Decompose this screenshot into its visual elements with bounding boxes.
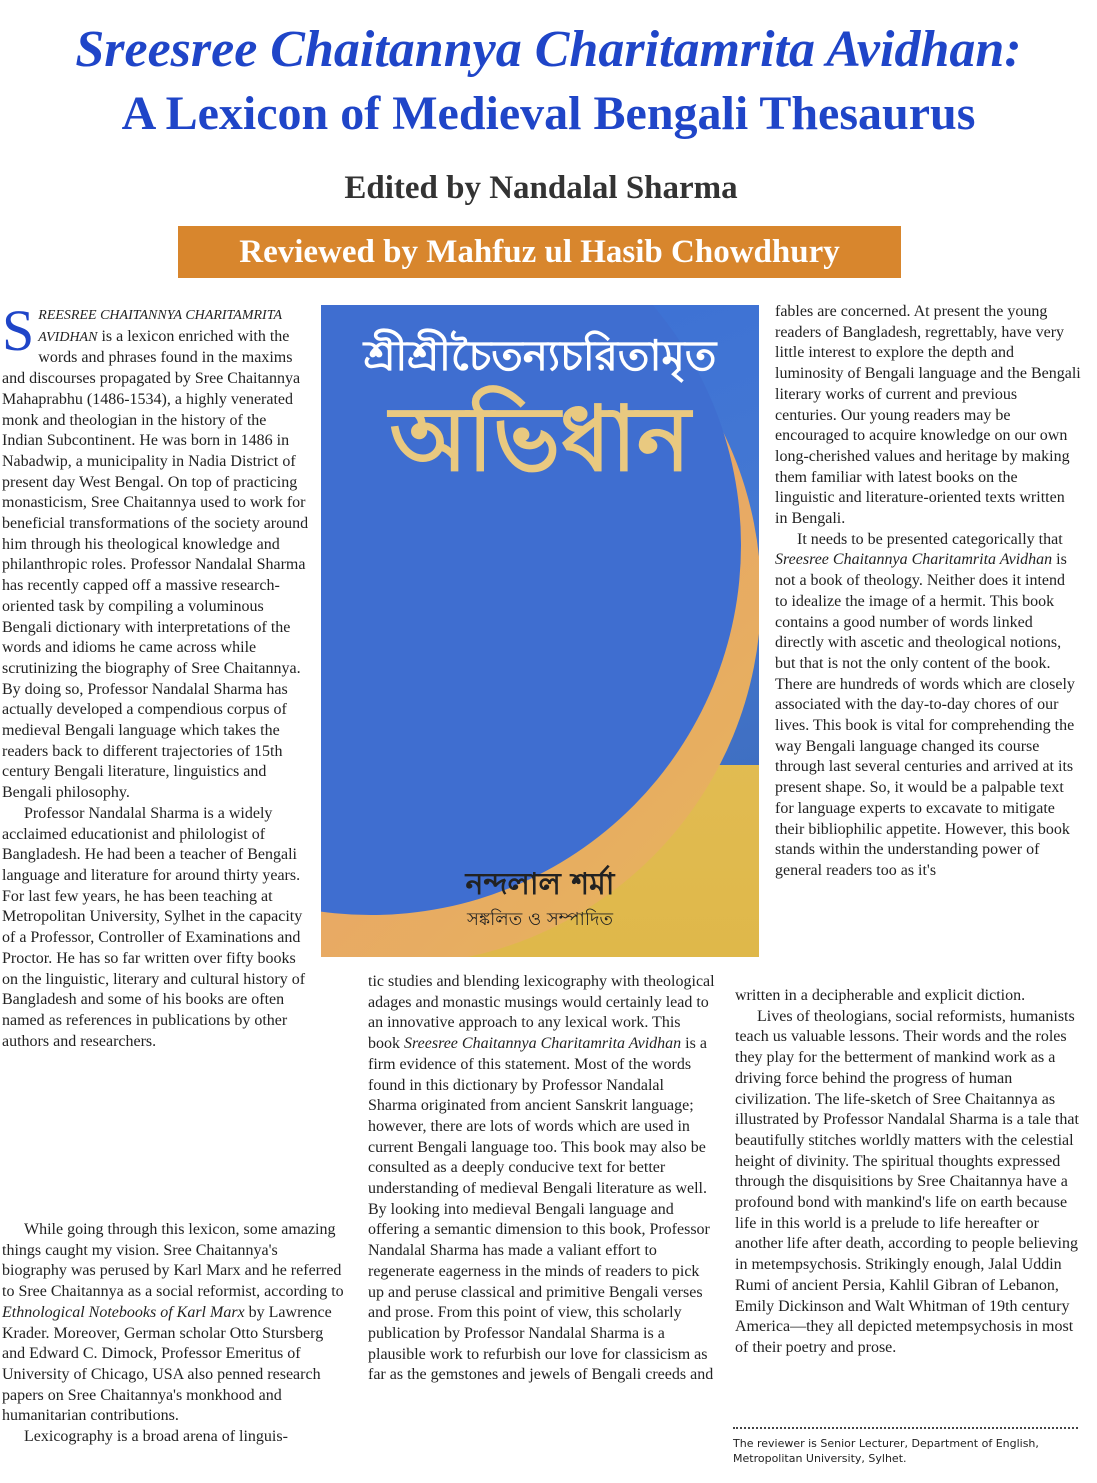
paragraph: Lives of theologians, social reformists, humanists teach us valuable lessons. Their words and the roles they play for the betterment of mankind work as a driving force behind the progress of human civilization. The life-sketch of Sree Chaitannya as illustrated by Professor Nandalal Sharma is a tale that beautifully stitches worldly matters with the celestial height of divinity. The spiritual thoughts expressed through the disquisitions by Sree Chaitannya have a profound bond with mankind's life on earth because life in this world is a prelude to life hereafter or another life after death, according to people believing in metempsychosis. Strikingly enough, Jalal Uddin Rumi of ancient Persia, Kahlil Gibran of Lebanon, Emily Dickinson and Walt Whitman of 19th century America—they all depicted metempsychosis in most of their poetry and prose. xyxy=(735,1007,1079,1356)
reviewer-note: The reviewer is Senior Lecturer, Department of English, Metropolitan University, Sylhet. xyxy=(733,1437,1039,1465)
cited-title: Ethnological Notebooks of Karl Marx xyxy=(2,1303,245,1321)
paragraph-text: is not a book of theology. Neither does it intend to idealize the image of a hermit. This book contains a good number of words linked directly with ascetic and theological notions, but that is not the only content of the book. There are hundreds of words which are closely associated with the day-to-day chores of our lives. This book is vital for comprehending the way Bengali language changed its course through last several centuries and arrived at its present shape. So, it would be a palpable text for language experts to excavate to mitigate their bibliophilic appetite. However, this book stands within the understanding power of general readers too as it's xyxy=(775,551,1075,879)
footer-divider xyxy=(733,1427,1078,1429)
column-1-lower xyxy=(2,1220,344,1448)
article-title-line2: A Lexicon of Medieval Bengali Thesaurus xyxy=(121,87,976,140)
cover-subtitle: সঙ্কলিত ও সম্পাদিত xyxy=(467,909,613,930)
cover-author: নন্দলাল শর্মা xyxy=(465,867,615,902)
paragraph-text: is a firm evidence of this statement. Most of the words found in this dictionary by Professor Nandalal Sharma originated from ancient Sanskrit language; however, there are lots of words which are used in current Bengali language too. This book may also be consulted as a deeply conducive text for better understanding of medieval Bengali literature as well. By looking into medieval Bengali language and offering a semantic dimension to this book, Professor Nandalal Sharma has made a valiant effort to regenerate eagerness in the minds of readers to pick up and peruse classical and primitive Bengali verses and prose. From this point of view, this scholarly publication by Professor Nandalal Sharma is a plausible work to refurbish our love for classicism as far as the gemstones and jewels of Bengali creeds and xyxy=(368,1035,714,1384)
reviewer-banner: Reviewed by Mahfuz ul Hasib Chowdhury xyxy=(178,226,901,278)
drop-cap: S xyxy=(2,298,35,363)
book-cover-image xyxy=(321,305,759,957)
paragraph xyxy=(775,530,1081,882)
column-3 xyxy=(775,302,1081,882)
paragraph-text: While going through this lexicon, some amazing things caught my vision. Sree Chaitannya's biography was perused by Karl Marx and he referred to Sree Chaitannya as a social reformist, according to xyxy=(2,1221,344,1301)
cover-main-title: অভিধান xyxy=(389,387,691,492)
column-1 xyxy=(2,298,310,1052)
paragraph: written in a decipherable and explicit diction. xyxy=(735,987,1026,1004)
paragraph xyxy=(368,972,716,1386)
editor-line: Edited by Nandalal Sharma xyxy=(344,170,738,206)
paragraph: fables are concerned. At present the young readers of Bangladesh, regrettably, have very little interest to explore the depth and luminosity of Bengali language and the Bengali literary works of current and previous centuries. Our young readers may be encouraged to acquire knowledge on our own long-cherished values and heritage by making them familiar with latest books on the linguistic and literature-oriented texts written in Bengali. xyxy=(775,303,1081,528)
paragraph-text: It needs to be presented categorically that xyxy=(797,530,1063,548)
book-title-italic: Sreesree Chaitannya Charitamrita Avidhan xyxy=(404,1035,682,1053)
column-2 xyxy=(368,972,716,1386)
paragraph-text: is a lexicon enriched with the words and phrases found in the maxims and discourses propagated by Sree Chaitannya Mahaprabhu (1486-1534), a highly venerated monk and theologian in the history of the Indian Subcontinent. He was born in 1486 in Nabadwip, a municipality in Nadia District of present day West Bengal. On top of practicing monasticism, Sree Chaitannya used to work for beneficial transformations of the society around him through his theological knowledge and philanthropic roles. Professor Nandalal Sharma has recently capped off a massive research-oriented task by compiling a voluminous Bengali dictionary with interpretations of the words and idioms he came across while scrutinizing the biography of Sree Chaitannya. By doing so, Professor Nandalal Sharma has actually developed a compendious corpus of medieval Bengali language which takes the readers back to different trajectories of 15th century Bengali literature, linguistics and Bengali philosophy. xyxy=(2,327,309,802)
paragraph: Professor Nandalal Sharma is a widely acclaimed educationist and philologist of Bangladesh. He had been a teacher of Bengali language and literature for around thirty years. For last few years, he has been teaching at Metropolitan University, Sylhet in the capacity of a Professor, Controller of Examinations and Proctor. He has so far written over fifty books on the linguistic, literary and cultural history of Bangladesh and some of his books are often named as references in publications by other authors and researchers. xyxy=(2,804,306,1050)
paragraph xyxy=(2,298,310,804)
book-title-italic: Sreesree Chaitannya Charitamrita Avidhan xyxy=(775,551,1053,569)
paragraph xyxy=(2,1220,344,1427)
column-3-lower xyxy=(735,986,1081,1359)
article-title-line1: Sreesree Chaitannya Charitamrita Avidhan: xyxy=(75,21,1022,78)
lead-in: REESREE CHAITANNYA CHARITAMRITA AVIDHAN xyxy=(38,308,282,345)
paragraph: Lexicography is a broad arena of linguis- xyxy=(24,1428,288,1446)
paragraph-text: tic studies and blending lexicography with theological adages and monastic musings would certainly lead to an innovative approach to any lexical work. This book xyxy=(368,973,715,1053)
paragraph-text: by Lawrence Krader. Moreover, German scholar Otto Stursberg and Edward C. Dimock, Professor Emeritus of University of Chicago, USA also penned research papers on Sree Chaitannya's monkhood and humanitarian contributions. xyxy=(2,1303,332,1425)
cover-top-title: শ্রীশ্রীচৈতন্যচরিতামৃত xyxy=(363,331,717,380)
